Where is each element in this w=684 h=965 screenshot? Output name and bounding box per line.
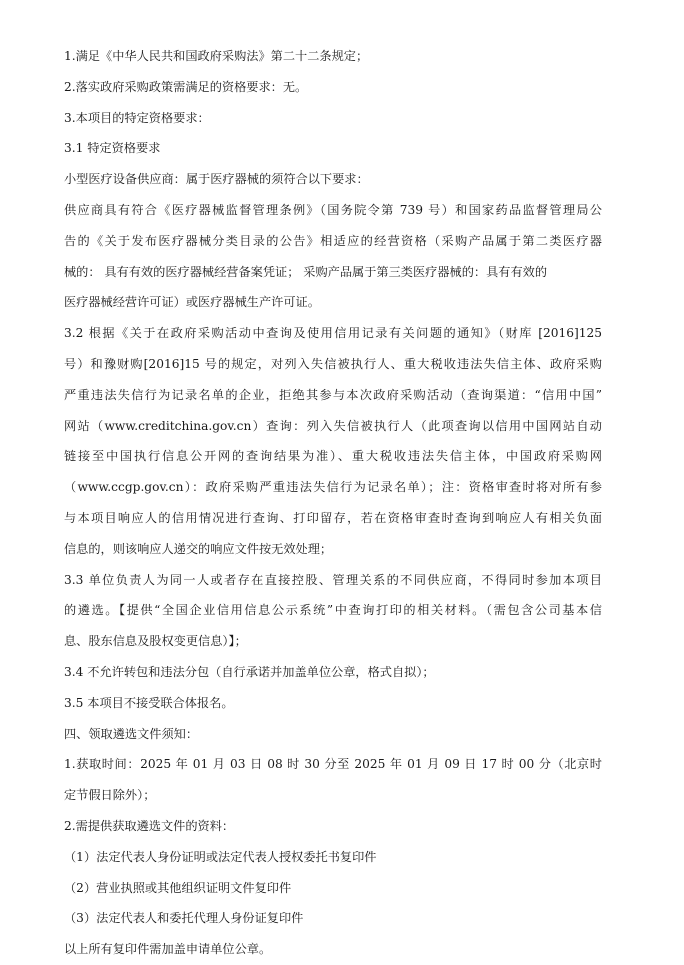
list-item: （3）法定代表人和委托代理人身份证复印件 — [64, 911, 304, 926]
text-line: 号）和豫财购[2016]15 号的规定，对列入失信被执行人、重大税收违法失信主体、政府采购 — [64, 356, 602, 371]
text-line: 链接至中国执行信息公开网的查询结果为准）、重大税收违法失信主体，中国政府采购网 — [64, 449, 602, 464]
text-line: 3.5 本项目不接受联合体报名。 — [64, 695, 234, 710]
text-line: 2.落实政府采购政策需满足的资格要求：无。 — [64, 79, 308, 94]
text-line: 息、股东信息及股权变更信息）】； — [64, 634, 247, 649]
text-line: 1.获取时间：2025 年 01 月 03 日 08 时 30 分至 2025 年 01 月 09 日 17 时 00 分（北京时 — [64, 757, 602, 772]
text-line: 网站（www.creditchina.gov.cn）查询：列入失信被执行人（此项查询以信用中国网站自动 — [64, 418, 602, 433]
text-line: 医疗器械经营许可证）或医疗器械生产许可证。 — [64, 295, 320, 310]
text-line: 以上所有复印件需加盖申请单位公章。 — [64, 942, 272, 957]
text-line: （www.ccgp.gov.cn）：政府采购严重违法失信行为记录名单）；注：资格审查时将对所有参 — [64, 480, 602, 495]
text-line: 械的： 具有有效的医疗器械经营备案凭证； 采购产品属于第三类医疗器械的：具有有效的 — [64, 264, 548, 279]
list-item: （1）法定代表人身份证明或法定代表人授权委托书复印件 — [64, 849, 377, 864]
text-line: 1.满足《中华人民共和国政府采购法》第二十二条规定； — [64, 49, 369, 63]
text-line: 告的《关于发布医疗器械分类目录的公告》相适应的经营资格（采购产品属于第二类医疗器 — [64, 233, 602, 248]
list-item: （2）营业执照或其他组织证明文件复印件 — [64, 880, 292, 895]
document-body — [64, 41, 602, 965]
section-heading: 四、领取遴选文件须知： — [64, 726, 199, 741]
text-line: 定节假日除外）； — [64, 788, 156, 803]
text-line: 3.本项目的特定资格要求： — [64, 110, 210, 125]
text-line: 与本项目响应人的信用情况进行查询、打印留存，若在资格审查时查询到响应人有相关负面 — [64, 510, 602, 525]
text-line: 严重违法失信行为记录名单的企业，拒绝其参与本次政府采购活动（查询渠道：“信用中国” — [64, 387, 602, 402]
text-line: 3.2 根据《关于在政府采购活动中查询及使用信用记录有关问题的通知》（财库 [2016]125 — [64, 326, 602, 341]
text-line: 小型医疗设备供应商：属于医疗器械的须符合以下要求： — [64, 172, 369, 187]
text-line: 3.4 不允许转包和违法分包（自行承诺并加盖单位公章，格式自拟）； — [64, 664, 435, 679]
text-line: 供应商具有符合《医疗器械监督管理条例》（国务院令第 739 号）和国家药品监督管理局公 — [64, 202, 602, 217]
text-line: 的遴选。【提供“全国企业信用信息公示系统”中查询打印的相关材料。（需包含公司基本信 — [64, 603, 602, 618]
text-line: 3.1 特定资格要求 — [64, 141, 161, 156]
text-line: 信息的，则该响应人递交的响应文件按无效处理； — [64, 541, 333, 556]
text-line: 2.需提供获取遴选文件的资料： — [64, 818, 235, 833]
text-line: 3.3 单位负责人为同一人或者存在直接控股、管理关系的不同供应商，不得同时参加本项目 — [64, 572, 602, 587]
